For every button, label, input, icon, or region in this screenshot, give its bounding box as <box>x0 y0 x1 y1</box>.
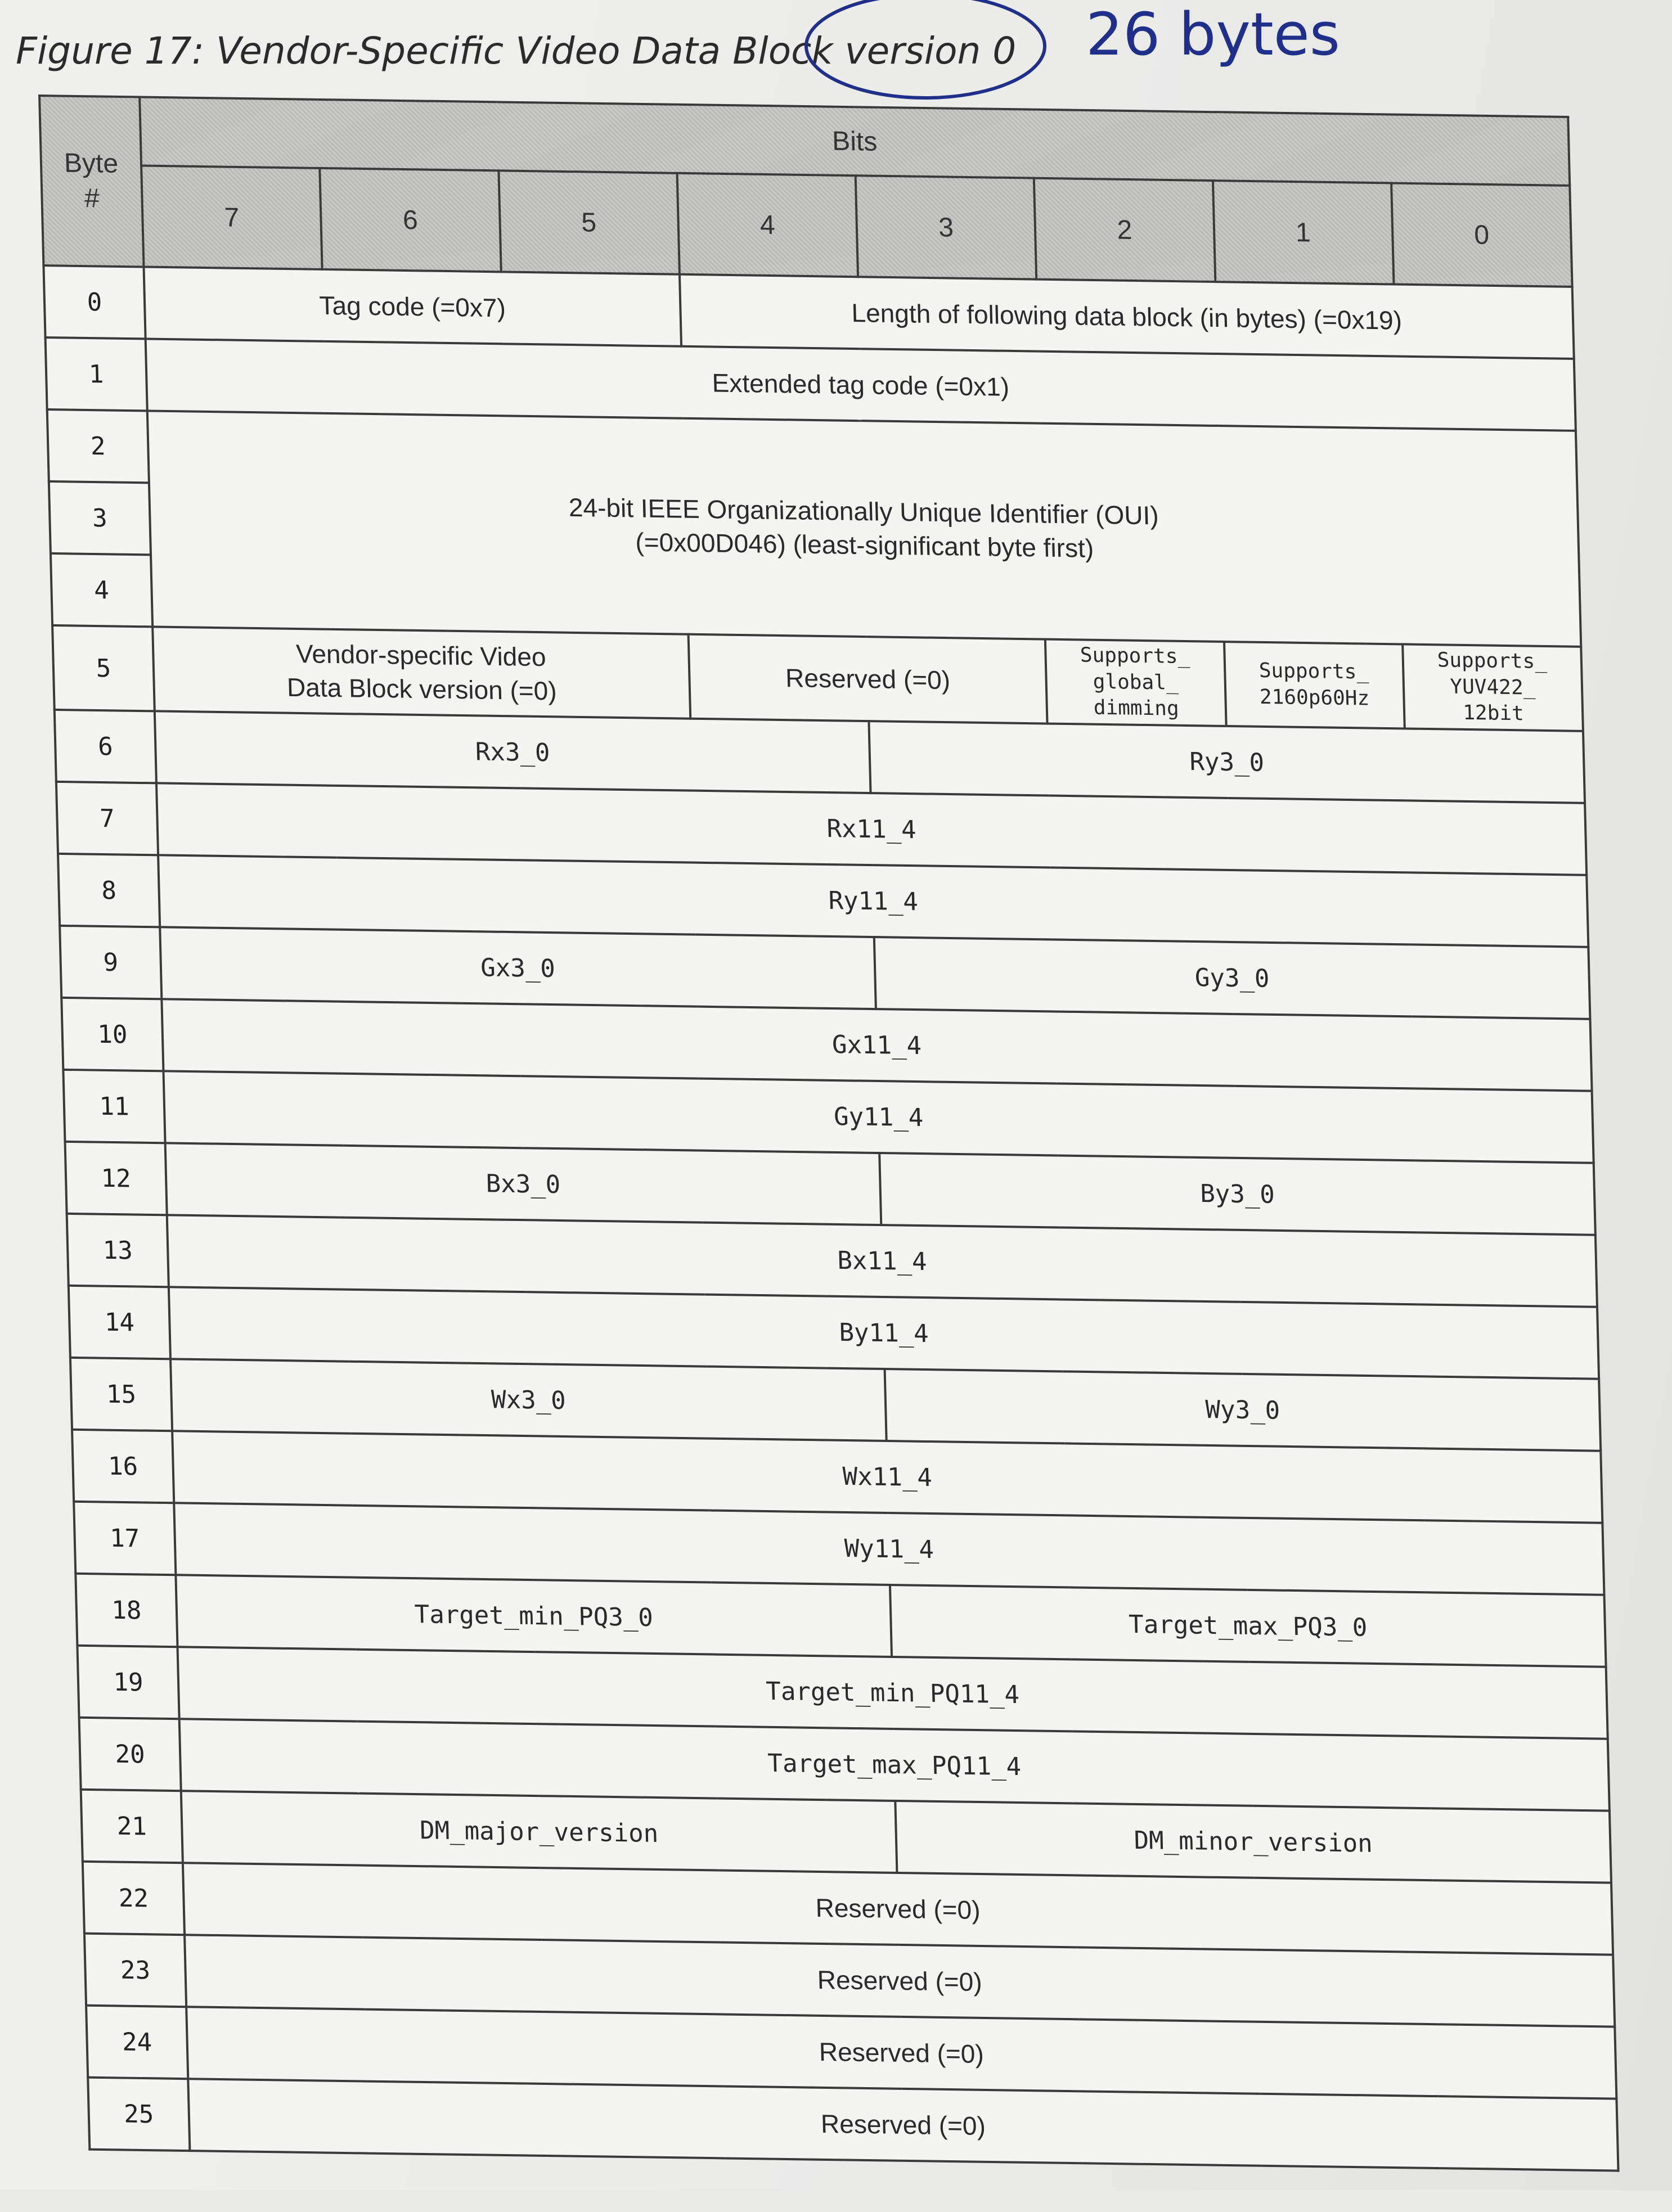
tag-code-cell: Tag code (=0x7) <box>144 267 681 346</box>
bits-header: Bits <box>140 97 1570 186</box>
byte-number: 25 <box>88 2078 190 2151</box>
gy3-0-cell: Gy3_0 <box>874 937 1590 1019</box>
byte-header <box>39 96 143 267</box>
bit-1-header: 1 <box>1212 181 1394 284</box>
byte-number: 3 <box>49 481 151 555</box>
byte-number: 4 <box>51 553 152 627</box>
wx11-4-cell: Wx11_4 <box>172 1431 1602 1522</box>
by11-4-cell: By11_4 <box>169 1287 1599 1378</box>
bit-4-header: 4 <box>677 173 858 277</box>
bit-3-header: 3 <box>856 175 1037 279</box>
ry3-0-cell: Ry3_0 <box>869 721 1585 803</box>
bit-2-header: 2 <box>1034 178 1215 282</box>
dm-minor-version-cell: DM_minor_version <box>895 1801 1611 1883</box>
figure-title: Figure 17: Vendor-Specific Video Data Block version 0 <box>16 29 1017 73</box>
oui-cell: 24-bit IEEE Organizationally Unique Identifier (OUI) (=0x00D046) (least-significant byte first) <box>147 411 1581 646</box>
bit-6-header: 6 <box>320 168 501 272</box>
byte-number: 5 <box>52 625 155 711</box>
wy11-4-cell: Wy11_4 <box>174 1503 1604 1594</box>
byte-number: 17 <box>74 1502 176 1575</box>
reserved-cell: Reserved (=0) <box>688 634 1047 724</box>
extended-tag-code-cell: Extended tag code (=0x1) <box>146 339 1576 430</box>
byte-number: 1 <box>46 337 147 411</box>
dm-major-version-cell: DM_major_version <box>181 1791 897 1873</box>
ry11-4-cell: Ry11_4 <box>158 855 1588 947</box>
byte-number: 19 <box>77 1646 179 1719</box>
bit-7-header: 7 <box>141 166 322 269</box>
byte-number: 2 <box>47 409 149 483</box>
vsvdb-table <box>38 94 1620 2172</box>
target-max-pq11-4-cell: Target_max_PQ11_4 <box>179 1719 1610 1810</box>
byte-number: 18 <box>75 1574 177 1647</box>
length-cell: Length of following data block (in bytes) (=0x19) <box>680 274 1574 359</box>
gx3-0-cell: Gx3_0 <box>160 927 876 1009</box>
byte-number: 15 <box>70 1358 172 1431</box>
reserved-cell: Reserved (=0) <box>186 2007 1616 2098</box>
bit-5-header: 5 <box>498 170 680 274</box>
supports-yuv422-12bit-cell: Supports_ YUV422_ 12bit <box>1403 644 1583 731</box>
rx11-4-cell: Rx11_4 <box>156 783 1586 875</box>
rx3-0-cell: Rx3_0 <box>155 711 871 793</box>
byte-number: 9 <box>60 926 161 999</box>
byte-number: 24 <box>86 2006 188 2079</box>
byte-header-label: Byte # <box>64 148 119 214</box>
reserved-cell: Reserved (=0) <box>185 1935 1615 2026</box>
reserved-cell: Reserved (=0) <box>183 1863 1613 1954</box>
wx3-0-cell: Wx3_0 <box>170 1359 887 1441</box>
target-min-pq11-4-cell: Target_min_PQ11_4 <box>178 1647 1608 1738</box>
byte-number: 12 <box>65 1142 167 1215</box>
target-max-pq3-0-cell: Target_max_PQ3_0 <box>890 1585 1606 1667</box>
byte-number: 23 <box>84 1934 186 2007</box>
byte-number: 6 <box>55 710 156 783</box>
byte-number: 7 <box>56 782 158 855</box>
gy11-4-cell: Gy11_4 <box>163 1071 1593 1163</box>
bit-0-header: 0 <box>1391 183 1572 287</box>
byte-number: 22 <box>83 1862 185 1935</box>
handwritten-bytes-note: 26 bytes <box>1086 0 1340 69</box>
byte-number: 0 <box>43 265 145 339</box>
target-min-pq3-0-cell: Target_min_PQ3_0 <box>176 1575 892 1657</box>
byte-number: 16 <box>72 1430 174 1503</box>
gx11-4-cell: Gx11_4 <box>161 999 1592 1091</box>
by3-0-cell: By3_0 <box>879 1153 1595 1235</box>
vsvdb-version-cell: Vendor-specific Video Data Block version (=0) <box>152 627 690 718</box>
byte-number: 11 <box>63 1070 165 1143</box>
reserved-cell: Reserved (=0) <box>188 2079 1618 2170</box>
bx11-4-cell: Bx11_4 <box>167 1215 1597 1307</box>
byte-number: 13 <box>67 1214 169 1287</box>
supports-global-dimming-cell: Supports_ global_ dimming <box>1045 639 1226 726</box>
bx3-0-cell: Bx3_0 <box>165 1143 882 1225</box>
byte-number: 14 <box>69 1286 170 1359</box>
byte-number: 20 <box>79 1718 181 1791</box>
wy3-0-cell: Wy3_0 <box>885 1369 1601 1451</box>
byte-number: 21 <box>81 1790 183 1863</box>
vsvdb-table-wrapper <box>38 94 1672 2212</box>
supports-2160p60hz-cell: Supports_ 2160p60Hz <box>1224 642 1404 728</box>
byte-number: 10 <box>61 998 163 1071</box>
byte-number: 8 <box>58 854 160 927</box>
